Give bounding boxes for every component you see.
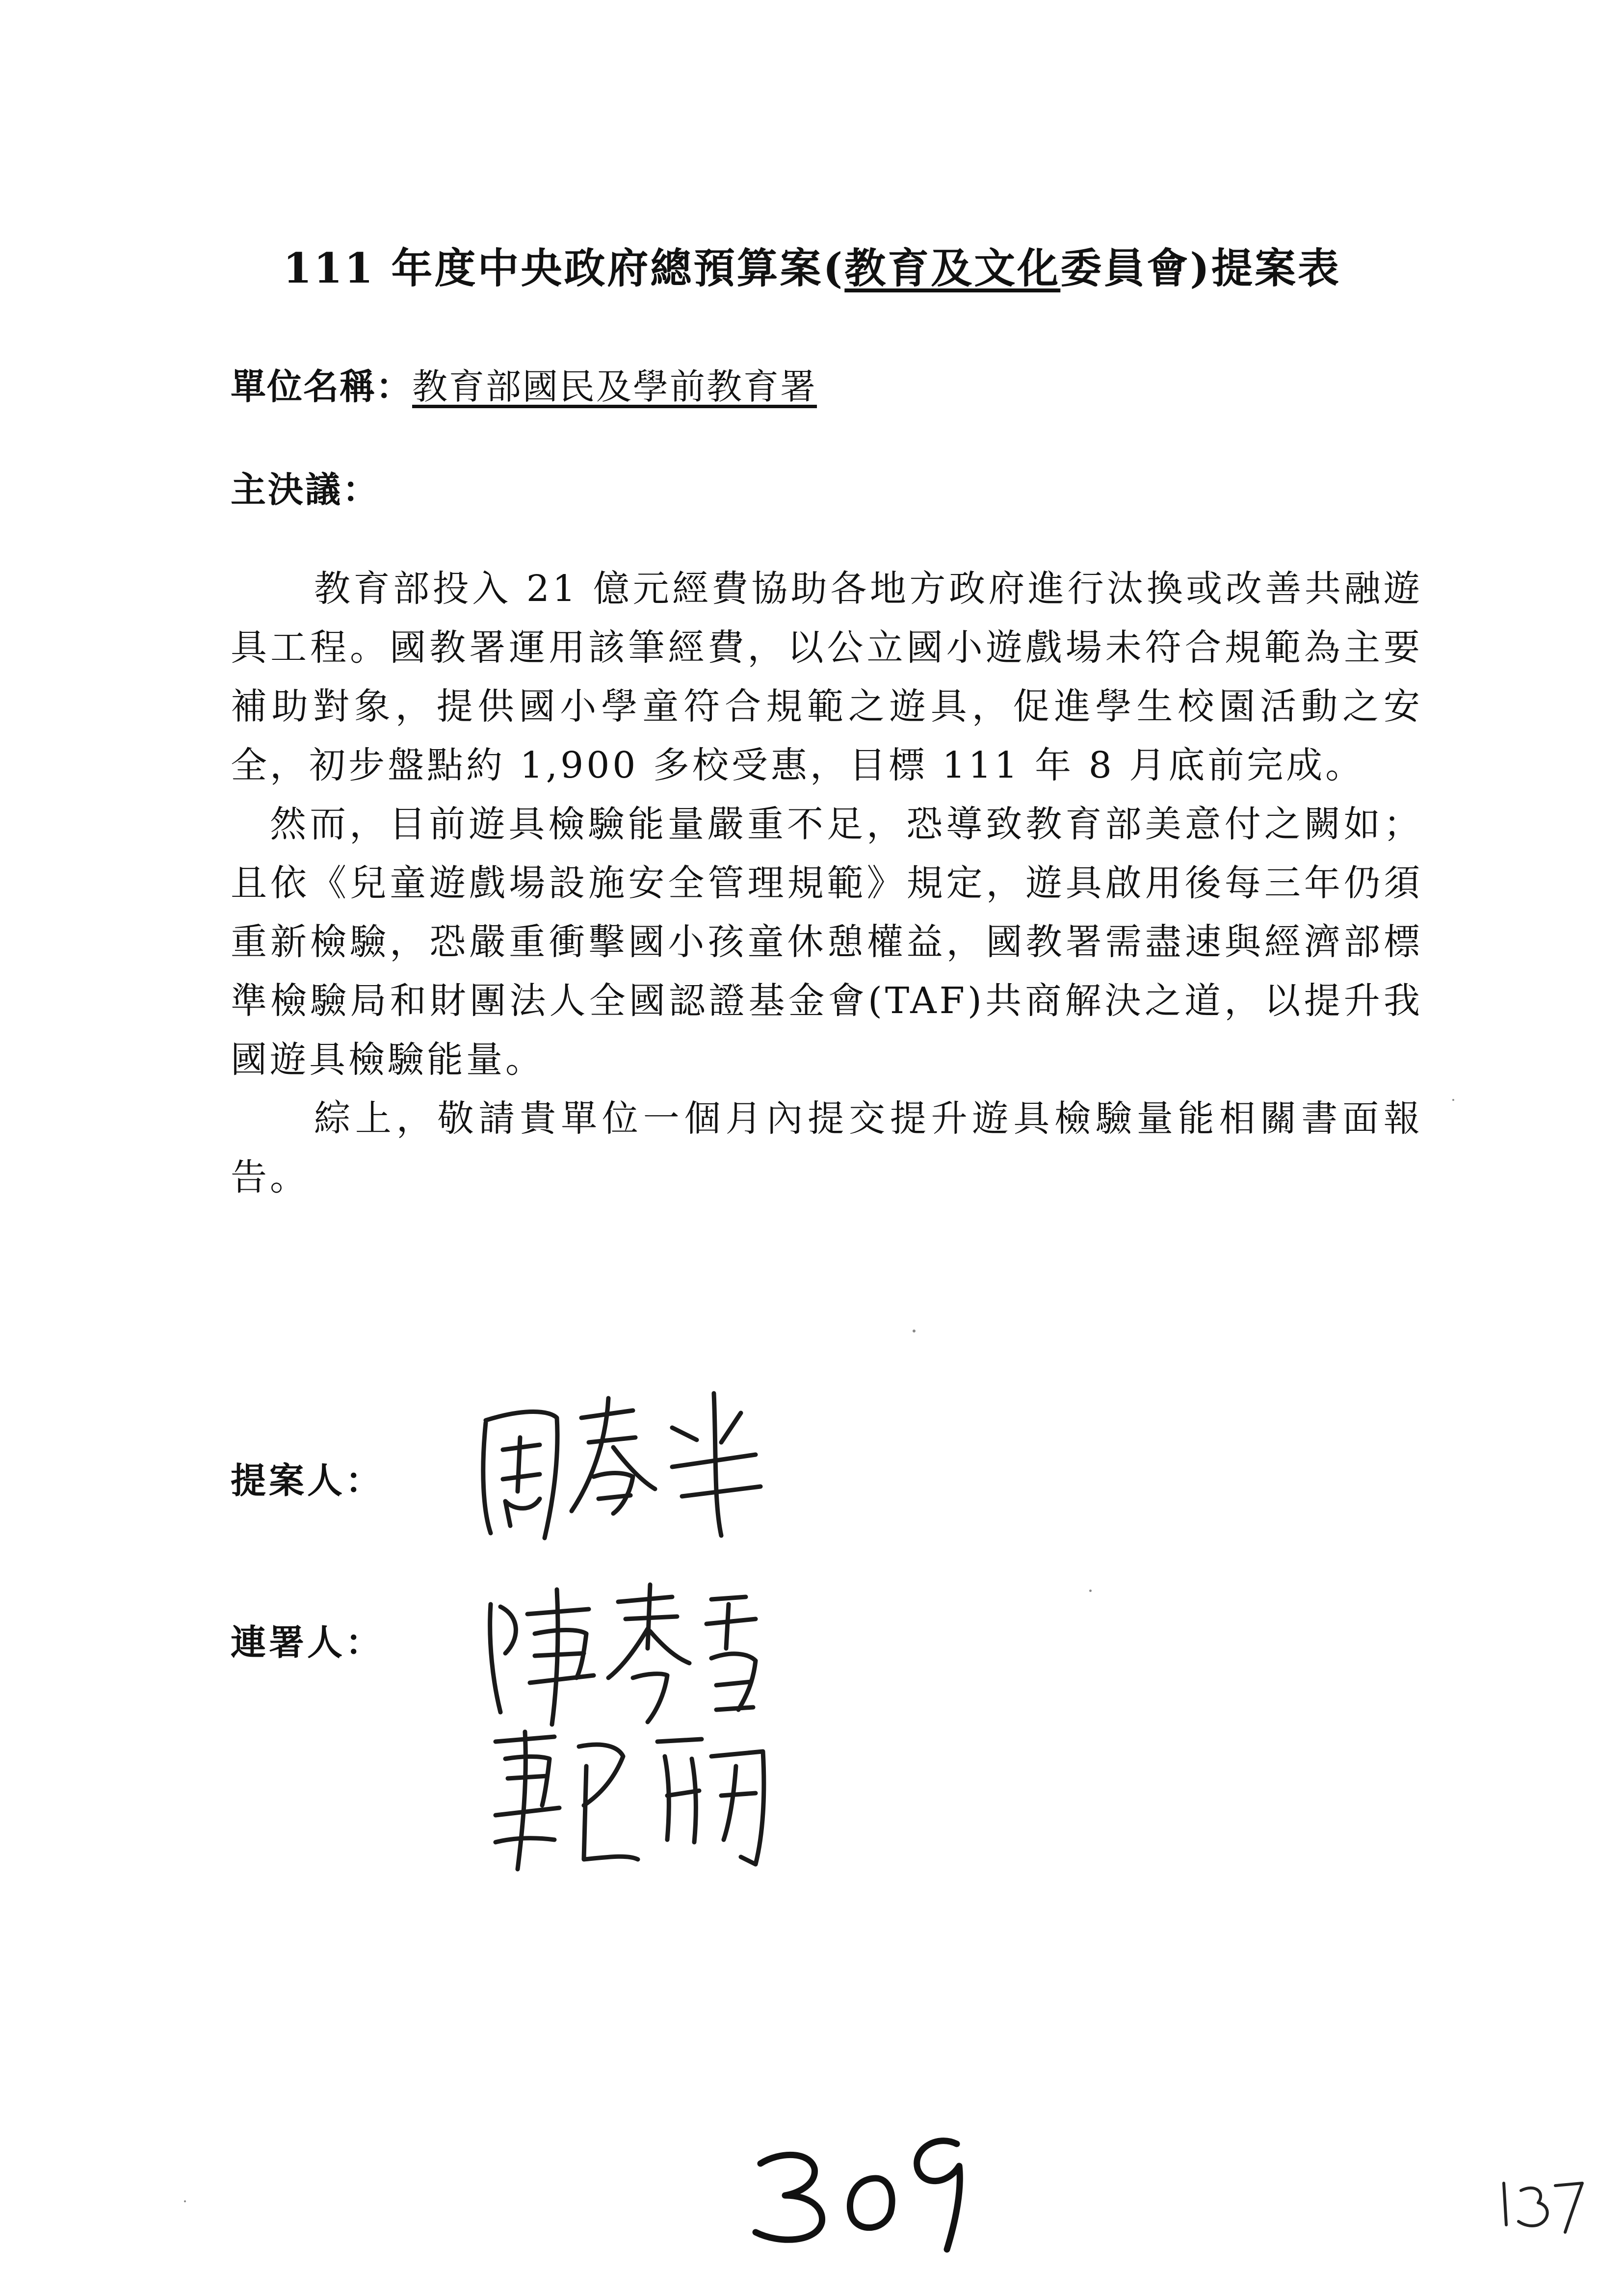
title-committee: 教育及文化 <box>844 244 1061 292</box>
proposal-title <box>0 235 1624 295</box>
corner-number-handwritten <box>1492 2164 1590 2237</box>
cosigner-label: 連署人： <box>231 1621 384 1663</box>
paragraph-2: 然而，目前遊具檢驗能量嚴重不足，恐導致教育部美意付之闕如；且依《兒童遊戲場設施安全管理規範》規定，遊具啟用後每三年仍須重新檢驗，恐嚴重衝擊國小孩童休憩權益，國教署需盡速與經濟部標準檢驗局和財團法人全國認證基金會(TAF)共商解決之道，以提升我國遊具檢驗能量。 <box>231 803 1423 1081</box>
page-number-handwritten <box>741 2105 996 2252</box>
scan-speck <box>1089 1590 1092 1592</box>
main-resolution-label: 主決議： <box>231 469 380 510</box>
resolution-body <box>231 559 1423 1207</box>
proposer-signature <box>466 1364 810 1560</box>
paragraph-3: 綜上，敬請貴單位一個月內提交提升遊具檢驗量能相關書面報告。 <box>231 1097 1423 1199</box>
title-suffix: 委員會)提案表 <box>1060 244 1341 292</box>
paragraph-1: 教育部投入 21 億元經費協助各地方政府進行汰換或改善共融遊具工程。國教署運用該筆經費，以公立國小遊戲場未符合規範為主要補助對象，提供國小學童符合規範之遊具，促進學生校園活動之安全，初步盤點約 1,900 多校受惠，目標 111 年 8 月底前完成。 <box>231 568 1423 786</box>
scan-speck <box>1452 1099 1454 1101</box>
scan-speck <box>913 1330 916 1332</box>
cosigner-signature-1 <box>471 1570 790 1732</box>
cosigner-signature-2 <box>481 1712 800 1879</box>
unit-value: 教育部國民及學前教育署 <box>412 366 817 407</box>
unit-label: 單位名稱： <box>231 365 413 407</box>
title-prefix: 111 年度中央政府總預算案( <box>283 244 845 292</box>
unit-row <box>231 358 817 409</box>
proposer-label: 提案人： <box>231 1460 384 1501</box>
scan-speck <box>184 2200 186 2202</box>
